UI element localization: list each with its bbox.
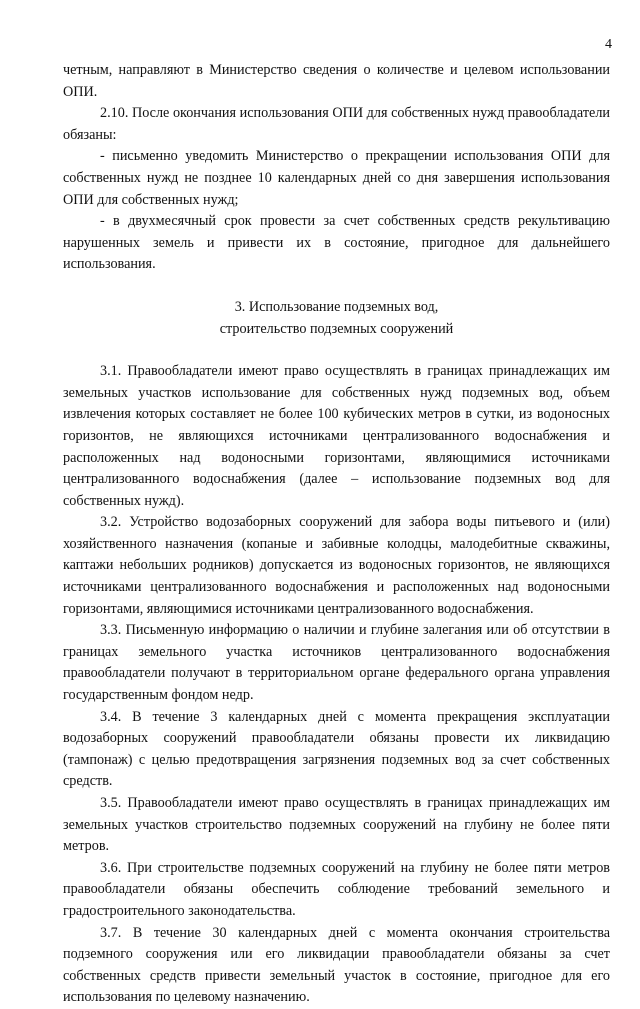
list-item-recultivation: - в двухмесячный срок провести за счет собственных средств рекультивацию нарушенных земель и привести их в состояние, пригодное для дальнейшего использования. <box>63 213 610 273</box>
paragraph-3-5: 3.5. Правообладатели имеют право осуществлять в границах принадлежащих им земельных участков строительство подземных сооружений на глубину не более пяти метров. <box>63 795 610 855</box>
paragraph-3-3: 3.3. Письменную информацию о наличии и глубине залегания или об отсутствии в границах земельного участка источников централизованного водоснабжения правообладатели получают в территориальном органе федерального органа управления государственным фондом недр. <box>63 622 610 704</box>
paragraph-continuation: четным, направляют в Министерство сведения о количестве и целевом использовании ОПИ. <box>63 62 610 100</box>
list-item-notify: - письменно уведомить Министерство о прекращении использования ОПИ для собственных нужд не позднее 10 календарных дней со дня завершения использования ОПИ для собственных нужд; <box>63 148 610 208</box>
section-title-line-1: 3. Использование подземных вод, <box>234 298 439 315</box>
page-number: 4 <box>605 37 612 52</box>
paragraph-3-2: 3.2. Устройство водозаборных сооружений для забора воды питьевого и (или) хозяйственного назначения (копаные и забивные колодцы, малодебитные скважины, каптажи небольших родников) допускается из водоносных горизонтов, не являющихся источниками централизованного водоснабжения и расположенных над водоносными горизонтами, являющимися источниками централизованного водоснабжения. <box>63 514 610 617</box>
paragraph-3-4: 3.4. В течение 3 календарных дней с момента прекращения эксплуатации водозаборных сооружений правообладатели обязаны провести их ликвидацию (тампонаж) с целью предотвращения загрязнения подземных вод за счет собственных средств. <box>63 708 610 790</box>
paragraph-3-6: 3.6. При строительстве подземных сооружений на глубину не более пяти метров правообладатели обязаны обеспечить соблюдение требований земельного и градостроительного законодательства. <box>63 859 610 919</box>
paragraph-2-10: 2.10. После окончания использования ОПИ для собственных нужд правообладатели обязаны: <box>63 105 610 143</box>
section-title-line-2: строительство подземных сооружений <box>219 320 454 337</box>
section-3-title <box>63 297 610 340</box>
paragraph-3-1: 3.1. Правообладатели имеют право осуществлять в границах принадлежащих им земельных участков использование для собственных нужд подземных вод, объем извлечения которых составляет не более 100 кубических метров в сутки, из водоносных горизонтов, не являющихся источниками централизованного водоснабжения и расположенных над водоносными горизонтами, являющимися источниками централизованного водоснабжения (далее – использование подземных вод для собственных нужд). <box>63 363 610 509</box>
document-body <box>63 60 610 1009</box>
paragraph-3-7: 3.7. В течение 30 календарных дней с момента окончания строительства подземного сооружения или его ликвидации правообладатели обязаны за счет собственных средств привести земельный участок в состояние, пригодное для его использования по целевому назначению. <box>63 924 610 1006</box>
